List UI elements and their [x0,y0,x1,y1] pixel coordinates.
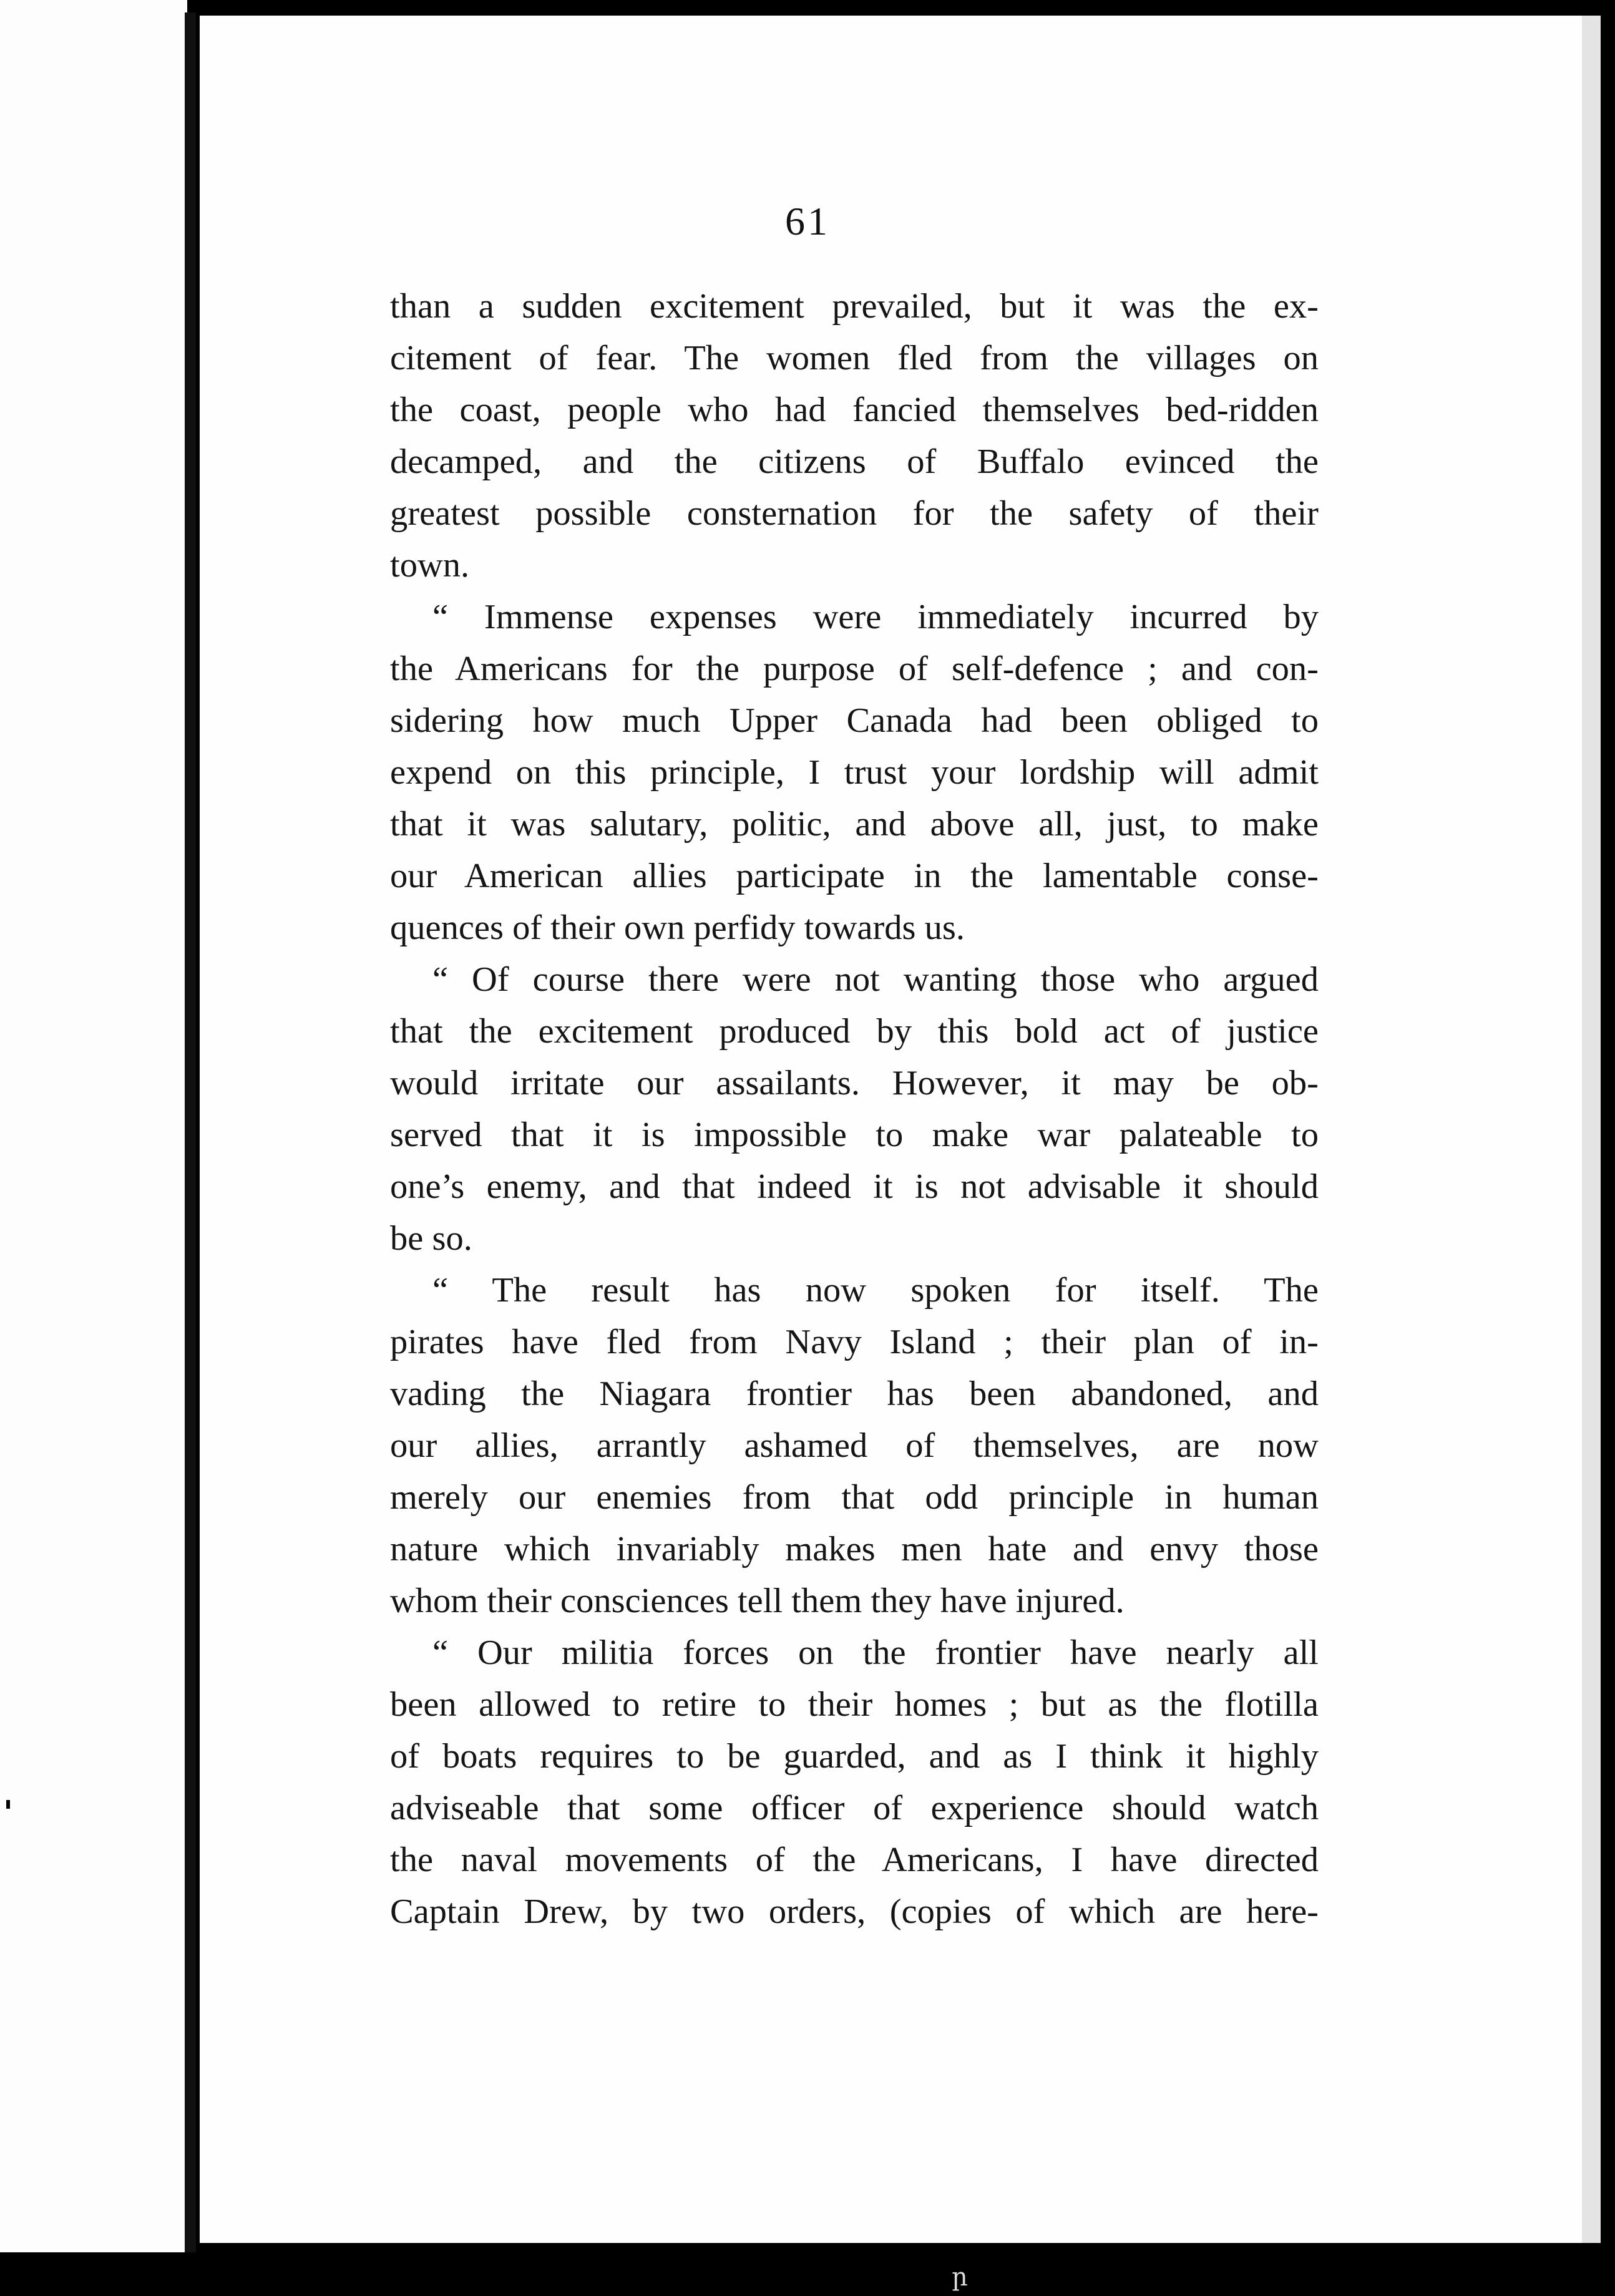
text-line: Captain Drew, by two orders, (copies of which are here- [390,1892,1319,1931]
text-line: of boats requires to be guarded, and as I think it highly [390,1737,1319,1776]
text-line: “ Immense expenses were immediately incurred by [432,598,1319,636]
text-line: be so. [390,1219,472,1258]
text-line: “ Our militia forces on the frontier have nearly all [432,1633,1319,1672]
scan-speck [6,1800,10,1809]
text-line: nature which invariably makes men hate and envy those [390,1530,1319,1569]
text-line: been allowed to retire to their homes ; but as the flotilla [390,1685,1319,1724]
facing-page-strip [0,0,187,2252]
text-line: that the excitement produced by this bold act of justice [390,1012,1319,1051]
text-line: whom their consciences tell them they have injured. [390,1582,1125,1620]
scan-border-bottom [0,2252,1615,2296]
paragraph [390,591,1319,954]
text-line: “ The result has now spoken for itself. The [432,1271,1319,1310]
text-line: the naval movements of the Americans, I have directed [390,1841,1319,1879]
text-line: that it was salutary, politic, and above all, just, to make [390,805,1319,844]
scan-mark: ր [952,2263,968,2291]
paragraph [390,281,1319,591]
text-line: pirates have fled from Navy Island ; their plan of in- [390,1323,1319,1361]
body-text [390,281,1319,1938]
text-line: town. [390,546,470,585]
page-gutter-shadow [185,12,196,2252]
text-line: served that it is impossible to make war palateable to [390,1116,1319,1154]
text-line: expend on this principle, I trust your lordship will admit [390,753,1319,792]
paragraph [390,954,1319,1265]
text-line: our American allies participate in the lamentable conse- [390,857,1319,895]
text-line: sidering how much Upper Canada had been obliged to [390,701,1319,740]
page-edge-right [1582,16,1601,2243]
text-line: merely our enemies from that odd principle in human [390,1478,1319,1517]
text-line: would irritate our assailants. However, it may be ob- [390,1064,1319,1102]
text-line: adviseable that some officer of experience should watch [390,1789,1319,1827]
paragraph [390,1627,1319,1938]
text-line: “ Of course there were not wanting those who argued [432,960,1319,999]
text-line: our allies, arrantly ashamed of themselves, are now [390,1426,1319,1465]
text-line: one’s enemy, and that indeed it is not advisable it should [390,1167,1319,1206]
text-line: greatest possible consternation for the safety of their [390,494,1319,533]
text-line: than a sudden excitement prevailed, but it was the ex- [390,287,1319,326]
page-number: 61 [785,199,830,243]
text-line: citement of fear. The women fled from the villages on [390,339,1319,377]
paragraph [390,1265,1319,1627]
text-line: vading the Niagara frontier has been abandoned, and [390,1374,1319,1413]
text-line: quences of their own perfidy towards us. [390,908,965,947]
text-line: decamped, and the citizens of Buffalo evinced the [390,442,1319,481]
scan-border-right [1601,0,1615,2296]
text-line: the coast, people who had fancied themselves bed-ridden [390,391,1319,429]
text-line: the Americans for the purpose of self-defence ; and con- [390,649,1319,688]
